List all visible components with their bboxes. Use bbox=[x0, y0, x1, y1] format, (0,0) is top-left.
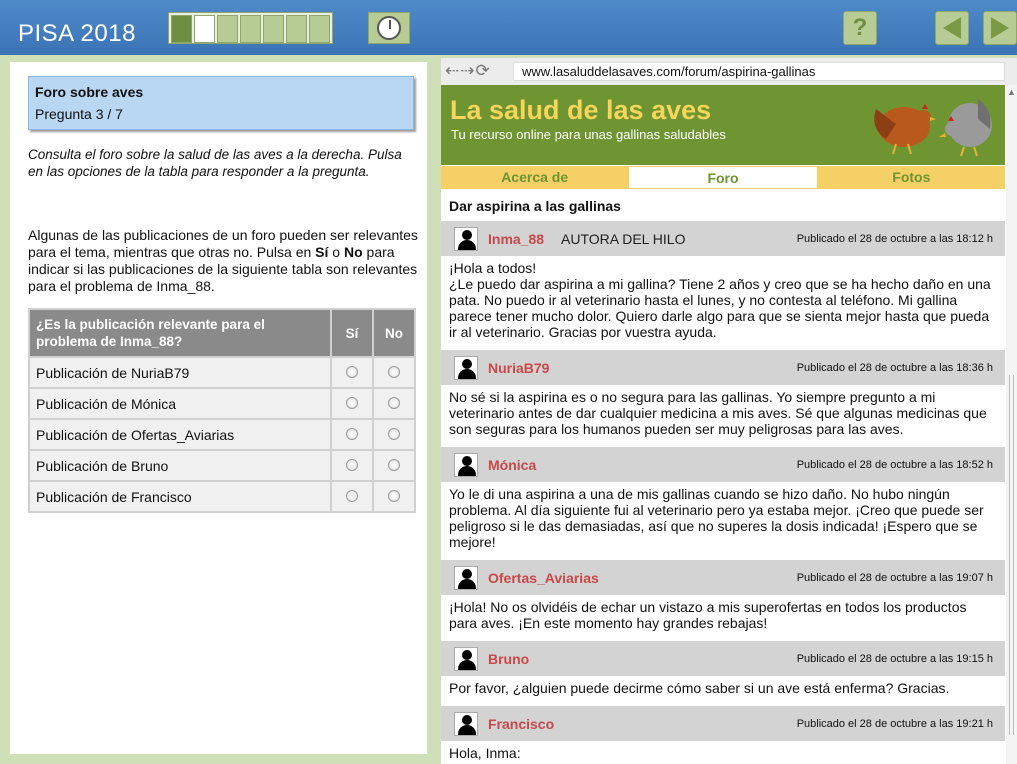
forum-post bbox=[441, 641, 1005, 706]
help-button[interactable] bbox=[843, 11, 877, 45]
progress-segment bbox=[263, 15, 284, 43]
yes-cell bbox=[331, 450, 373, 481]
clock-icon bbox=[377, 16, 401, 40]
post-date: Publicado el 28 de octubre a las 18:52 h bbox=[796, 459, 993, 471]
site-title: La salud de las aves bbox=[450, 95, 712, 125]
yes-radio[interactable] bbox=[346, 459, 358, 471]
post-body bbox=[441, 595, 1005, 641]
yes-radio[interactable] bbox=[346, 397, 358, 409]
post-date: Publicado el 28 de octubre a las 19:07 h bbox=[796, 572, 993, 584]
post-author: Ofertas_Aviarias bbox=[488, 570, 599, 586]
table-header-no: No bbox=[373, 309, 415, 357]
tab-fotos[interactable]: Fotos bbox=[892, 169, 931, 185]
table-row bbox=[29, 357, 415, 388]
yes-radio[interactable] bbox=[346, 366, 358, 378]
user-avatar-icon bbox=[454, 647, 478, 671]
post-header bbox=[441, 560, 1005, 595]
site-tagline: Tu recurso online para unas gallinas saludables bbox=[451, 127, 726, 142]
post-header bbox=[441, 641, 1005, 676]
post-header bbox=[441, 221, 1005, 256]
scrollbar-thumb[interactable] bbox=[1009, 375, 1014, 735]
row-label: Publicación de Bruno bbox=[29, 450, 331, 481]
post-body bbox=[441, 482, 1005, 560]
no-cell bbox=[373, 388, 415, 419]
question-prompt bbox=[28, 227, 418, 295]
progress-segment bbox=[217, 15, 238, 43]
row-label: Publicación de Francisco bbox=[29, 481, 331, 512]
row-label: Publicación de Ofertas_Aviarias bbox=[29, 419, 331, 450]
post-text: No sé si la aspirina es o no segura para las gallinas. Yo siempre pregunto a mi veterinario antes de dar cualquier medicina a mis aves. Sé que algunas medicinas que son seguras para los humanos pueden ser muy peligrosas para las aves. bbox=[449, 389, 987, 437]
yes-cell bbox=[331, 419, 373, 450]
post-date: Publicado el 28 de octubre a las 18:36 h bbox=[796, 362, 993, 374]
site-header bbox=[441, 85, 1005, 165]
post-body bbox=[441, 256, 1005, 350]
user-avatar-icon bbox=[454, 356, 478, 380]
scrollbar[interactable] bbox=[1006, 85, 1017, 764]
top-bar bbox=[0, 0, 1017, 55]
post-text: Yo le di una aspirina a una de mis gallinas cuando se hizo daño. No hubo ningún problema. Al día siguiente fui al veterinario pero ya estaba mejor. ¡Creo que puede ser peligroso si le das demasiadas, así que no superes la dosis indicada! ¡Espero que se mejore! bbox=[449, 486, 984, 550]
post-author: Francisco bbox=[488, 716, 555, 732]
yes-radio[interactable] bbox=[346, 428, 358, 440]
no-cell bbox=[373, 450, 415, 481]
timer-button[interactable] bbox=[368, 12, 410, 44]
post-header bbox=[441, 350, 1005, 385]
arrow-left-icon bbox=[943, 17, 961, 39]
post-date: Publicado el 28 de octubre a las 18:12 h bbox=[796, 233, 993, 245]
progress-segment bbox=[240, 15, 261, 43]
post-text: Hola, Inma: bbox=[449, 745, 521, 761]
yes-radio[interactable] bbox=[346, 490, 358, 502]
no-cell bbox=[373, 419, 415, 450]
row-label: Publicación de Mónica bbox=[29, 388, 331, 419]
post-author: Mónica bbox=[488, 457, 537, 473]
prompt-yes: Sí bbox=[315, 244, 329, 260]
yes-cell bbox=[331, 388, 373, 419]
yes-cell bbox=[331, 481, 373, 512]
prompt-text: o bbox=[328, 244, 344, 260]
user-avatar-icon bbox=[454, 227, 478, 251]
answer-table bbox=[28, 308, 416, 513]
question-number: Pregunta 3 / 7 bbox=[35, 106, 123, 122]
post-header bbox=[441, 706, 1005, 741]
post-body bbox=[441, 385, 1005, 447]
prompt-text: para indicar si las publicaciones de la siguiente tabla son relevantes para el problema de Inma_88. bbox=[28, 244, 418, 294]
forum-post bbox=[441, 221, 1005, 350]
user-avatar-icon bbox=[454, 712, 478, 736]
scroll-up-icon[interactable]: ▲ bbox=[1007, 87, 1016, 97]
forum-posts bbox=[441, 221, 1005, 764]
user-avatar-icon bbox=[454, 453, 478, 477]
pisa-logo: PISA 2018 bbox=[18, 20, 136, 47]
post-author: NuriaB79 bbox=[488, 360, 550, 376]
post-header bbox=[441, 447, 1005, 482]
question-header bbox=[28, 76, 414, 130]
row-label: Publicación de NuriaB79 bbox=[29, 357, 331, 388]
post-body bbox=[441, 741, 1005, 764]
no-radio[interactable] bbox=[388, 366, 400, 378]
table-row bbox=[29, 481, 415, 512]
post-author: Inma_88 bbox=[488, 231, 545, 247]
question-mark-icon: ? bbox=[852, 14, 868, 41]
prompt-no: No bbox=[343, 244, 363, 260]
post-text: ¡Hola! No os olvidéis de echar un vistazo a mis superofertas en todos los productos para aves. ¡En este momento hay grandes rebajas! bbox=[449, 599, 967, 631]
progress-segment bbox=[171, 15, 192, 43]
table-row bbox=[29, 419, 415, 450]
thread-title: Dar aspirina a las gallinas bbox=[449, 198, 621, 214]
no-radio[interactable] bbox=[388, 459, 400, 471]
browser-toolbar bbox=[441, 58, 1017, 85]
table-row bbox=[29, 450, 415, 481]
no-radio[interactable] bbox=[388, 397, 400, 409]
address-bar: www.lasaluddelasaves.com/forum/aspirina-gallinas bbox=[513, 62, 1005, 81]
browser-nav-icons[interactable]: ⇠⇢⟳ bbox=[445, 61, 491, 80]
instructions: Consulta el foro sobre la salud de las aves a la derecha. Pulsa en las opciones de la tabla para responder a la pregunta. bbox=[28, 147, 402, 179]
question-progress bbox=[168, 12, 333, 44]
tab-acerca-de[interactable]: Acerca de bbox=[501, 169, 569, 185]
post-date: Publicado el 28 de octubre a las 19:15 h bbox=[796, 653, 993, 665]
forum-post bbox=[441, 350, 1005, 447]
grey-hen-illustration-icon bbox=[938, 89, 998, 159]
no-radio[interactable] bbox=[388, 428, 400, 440]
tab-foro[interactable]: Foro bbox=[628, 166, 817, 189]
question-title: Foro sobre aves bbox=[35, 84, 144, 100]
post-role: AUTORA DEL HILO bbox=[561, 231, 686, 247]
forum-post bbox=[441, 706, 1005, 764]
question-panel bbox=[10, 62, 427, 754]
forum-post bbox=[441, 560, 1005, 641]
arrow-right-icon bbox=[991, 17, 1009, 39]
no-cell bbox=[373, 357, 415, 388]
no-cell bbox=[373, 481, 415, 512]
user-avatar-icon bbox=[454, 566, 478, 590]
progress-segment bbox=[194, 15, 215, 43]
table-row bbox=[29, 388, 415, 419]
prompt-text: Algunas de las publicaciones de un foro pueden ser relevantes para el tema, mientras que otras no. Pulsa en bbox=[28, 227, 418, 260]
no-radio[interactable] bbox=[388, 490, 400, 502]
post-author: Bruno bbox=[488, 651, 530, 667]
progress-segment bbox=[286, 15, 307, 43]
next-button[interactable] bbox=[983, 11, 1017, 45]
post-text: Por favor, ¿alguien puede decirme cómo saber si un ave está enferma? Gracias. bbox=[449, 680, 950, 696]
post-body bbox=[441, 676, 1005, 706]
table-header-yes: Sí bbox=[331, 309, 373, 357]
forum-post bbox=[441, 447, 1005, 560]
site-nav bbox=[441, 166, 1005, 189]
hen-illustration-icon bbox=[866, 89, 938, 159]
post-date: Publicado el 28 de octubre a las 19:21 h bbox=[796, 718, 993, 730]
website-content bbox=[441, 85, 1005, 764]
post-text: ¡Hola a todos! ¿Le puedo dar aspirina a mi gallina? Tiene 2 años y creo que se ha hecho daño en una pata. No puedo ir al veterinario hasta el lunes, y no contesta al teléfono. Mi gallina parece tener mucho dolor. Quiero darle algo para que se sienta mejor hasta que pueda ir al veterinario. Gracias por vuestra ayuda. bbox=[449, 260, 991, 340]
progress-segment bbox=[309, 15, 330, 43]
table-header-question: ¿Es la publicación relevante para el problema de Inma_88? bbox=[29, 309, 331, 357]
browser-window bbox=[441, 58, 1017, 764]
yes-cell bbox=[331, 357, 373, 388]
back-button[interactable] bbox=[935, 11, 969, 45]
